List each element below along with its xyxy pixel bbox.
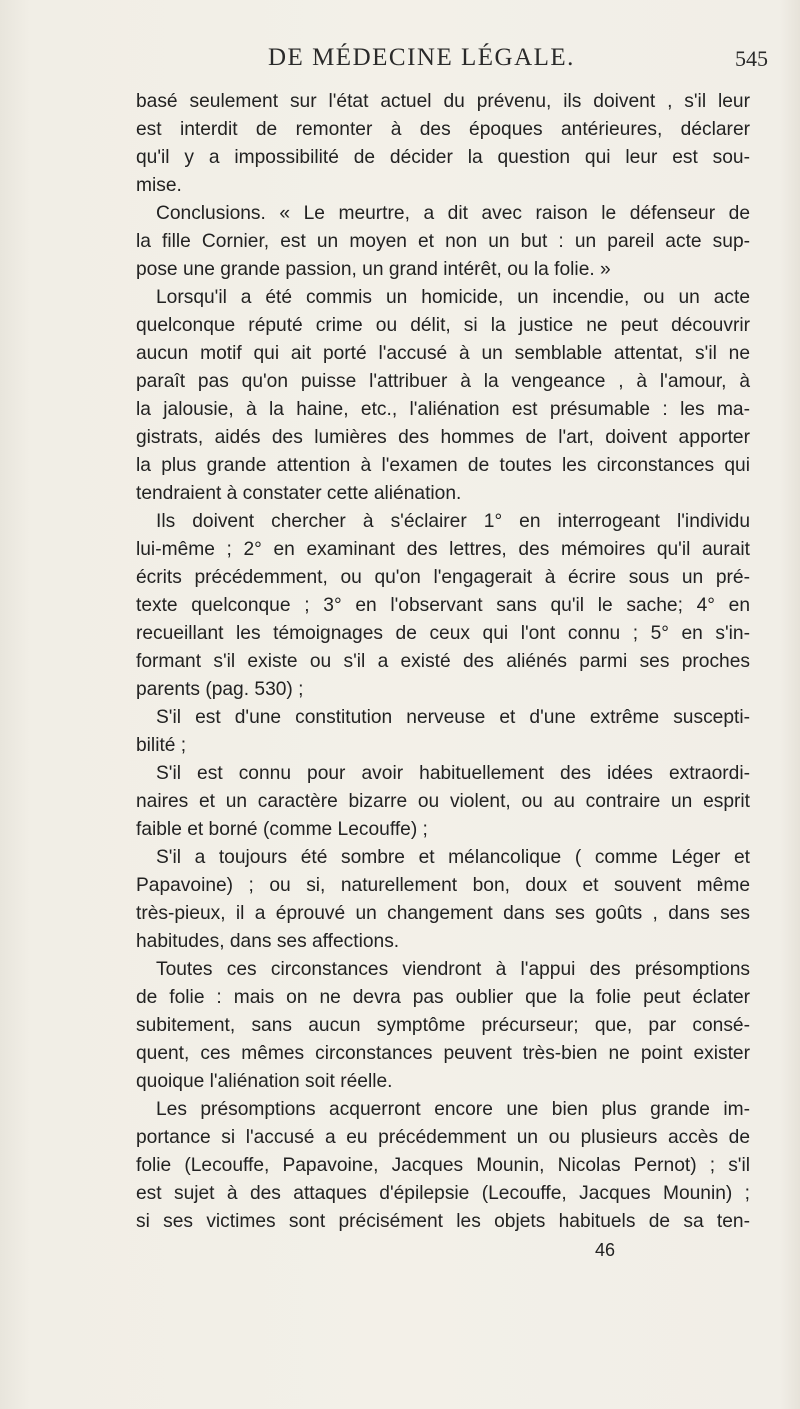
text-line: est sujet à des attaques d'épilepsie (Lecouffe, Jacques Mounin) ; (136, 1183, 750, 1204)
running-title: DE MÉDECINE LÉGALE. (268, 44, 575, 71)
text-line: lui-même ; 2° en examinant des lettres, des mémoires qu'il aurait (136, 539, 750, 560)
text-line: quelconque réputé crime ou délit, si la justice ne peut découvrir (136, 315, 750, 336)
text-line: Ils doivent chercher à s'éclairer 1° en interrogeant l'individu (156, 511, 750, 532)
text-line: écrits précédemment, ou qu'on l'engagerait à écrire sous un pré- (136, 567, 750, 588)
text-line: gistrats, aidés des lumières des hommes de l'art, doivent apporter (136, 427, 750, 448)
text-line: qu'il y a impossibilité de décider la question qui leur est sou- (136, 147, 750, 168)
text-line: paraît pas qu'on puisse l'attribuer à la vengeance , à l'amour, à (136, 371, 750, 392)
text-line: faible et borné (comme Lecouffe) ; (136, 819, 428, 840)
text-line: quent, ces mêmes circonstances peuvent très-bien ne point exister (136, 1043, 750, 1064)
text-line: pose une grande passion, un grand intérêt, ou la folie. » (136, 259, 611, 280)
text-line: Lorsqu'il a été commis un homicide, un incendie, ou un acte (156, 287, 750, 308)
text-line: quoique l'aliénation soit réelle. (136, 1071, 393, 1092)
text-line: mise. (136, 175, 182, 196)
text-line: S'il a toujours été sombre et mélancolique ( comme Léger et (156, 847, 750, 868)
text-line: si ses victimes sont précisément les objets habituels de sa ten- (136, 1211, 750, 1232)
text-line: très-pieux, il a éprouvé un changement dans ses goûts , dans ses (136, 903, 750, 924)
text-line: basé seulement sur l'état actuel du prévenu, ils doivent , s'il leur (136, 91, 750, 112)
text-line: recueillant les témoignages de ceux qui l'ont connu ; 5° en s'in- (136, 623, 750, 644)
text-line: tendraient à constater cette aliénation. (136, 483, 462, 504)
text-line: est interdit de remonter à des époques antérieures, déclarer (136, 119, 750, 140)
text-line: S'il est d'une constitution nerveuse et d'une extrême suscepti- (156, 707, 750, 728)
text-line: folie (Lecouffe, Papavoine, Jacques Mounin, Nicolas Pernot) ; s'il (136, 1155, 750, 1176)
page-number: 545 (735, 46, 768, 71)
text-line: habitudes, dans ses affections. (136, 931, 400, 952)
text-line: portance si l'accusé a eu précédemment un ou plusieurs accès de (136, 1127, 750, 1148)
body-text (136, 88, 750, 1236)
text-line: Toutes ces circonstances viendront à l'appui des présomptions (156, 959, 750, 980)
text-line: Papavoine) ; ou si, naturellement bon, doux et souvent même (136, 875, 750, 896)
text-line: la jalousie, à la haine, etc., l'aliénation est présumable : les ma- (136, 399, 750, 420)
text-line: bilité ; (136, 735, 187, 756)
text-line: formant s'il existe ou s'il a existé des aliénés parmi ses proches (136, 651, 750, 672)
text-line: Conclusions. « Le meurtre, a dit avec raison le défenseur de (156, 203, 750, 224)
text-line: de folie : mais on ne devra pas oublier que la folie peut éclater (136, 987, 750, 1008)
text-line: texte quelconque ; 3° en l'observant sans qu'il le sache; 4° en (136, 595, 750, 616)
text-line: Les présomptions acquerront encore une bien plus grande im- (156, 1099, 750, 1120)
text-line: la plus grande attention à l'examen de toutes les circonstances qui (136, 455, 750, 476)
text-line: naires et un caractère bizarre ou violent, ou au contraire un esprit (136, 791, 750, 812)
text-line: parents (pag. 530) ; (136, 679, 304, 700)
text-line: S'il est connu pour avoir habituellement des idées extraordi- (156, 763, 750, 784)
text-line: aucun motif qui ait porté l'accusé à un semblable attentat, s'il ne (136, 343, 750, 364)
signature-mark: 46 (595, 1240, 616, 1260)
text-line: subitement, sans aucun symptôme précurseur; que, par consé- (136, 1015, 750, 1036)
text-line: la fille Cornier, est un moyen et non un but : un pareil acte sup- (136, 231, 750, 252)
page-header (0, 44, 800, 74)
